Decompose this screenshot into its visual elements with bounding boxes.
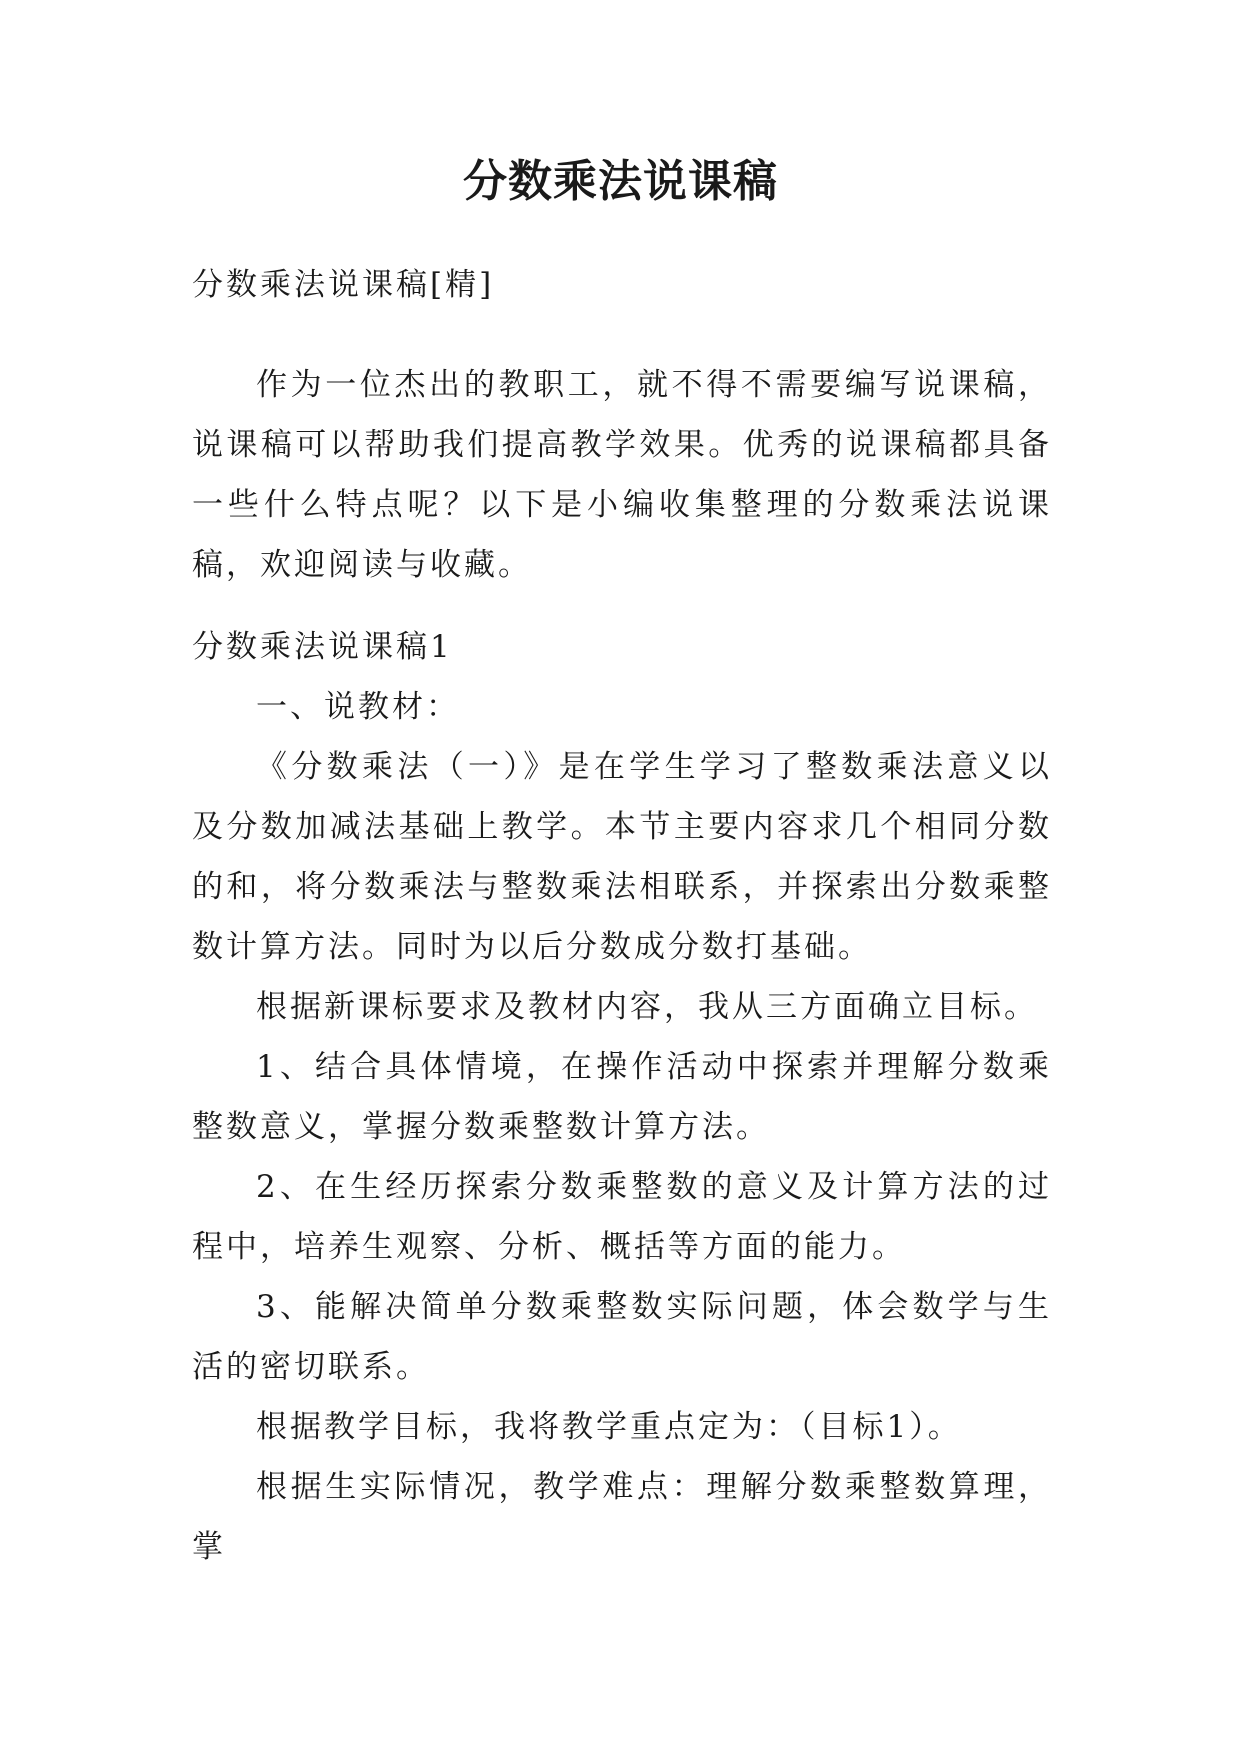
paragraph-textbook-heading: 一、说教材： — [256, 689, 460, 725]
section-heading: 分数乘法说课稿1 — [192, 629, 453, 665]
document-title: 分数乘法说课稿 — [463, 156, 778, 207]
paragraph-objective-3: 3、能解决简单分数乘整数实际问题，体会数学与生活的密切联系。 — [192, 1289, 1052, 1385]
paragraph-objective-2: 2、在生经历探索分数乘整数的意义及计算方法的过程中，培养生观察、分析、概括等方面的能力。 — [192, 1169, 1052, 1265]
paragraph-textbook-description: 《分数乘法（一）》是在学生学习了整数乘法意义以及分数加减法基础上教学。本节主要内容求几个相同分数的和，将分数乘法与整数乘法相联系，并探索出分数乘整数计算方法。同时为以后分数成分数打基础。 — [192, 749, 1052, 965]
intro-paragraph: 作为一位杰出的教职工，就不得不需要编写说课稿，说课稿可以帮助我们提高教学效果。优秀的说课稿都具备一些什么特点呢？以下是小编收集整理的分数乘法说课稿，欢迎阅读与收藏。 — [192, 367, 1052, 583]
paragraph-difficulty: 根据生实际情况，教学难点：理解分数乘整数算理，掌 — [192, 1469, 1052, 1565]
paragraph-objectives-intro: 根据新课标要求及教材内容，我从三方面确立目标。 — [256, 989, 1038, 1025]
paragraph-key-point: 根据教学目标，我将教学重点定为：（目标1）。 — [256, 1409, 962, 1445]
paragraph-objective-1: 1、结合具体情境，在操作活动中探索并理解分数乘整数意义，掌握分数乘整数计算方法。 — [192, 1049, 1052, 1145]
document-subtitle: 分数乘法说课稿[精] — [192, 267, 495, 303]
